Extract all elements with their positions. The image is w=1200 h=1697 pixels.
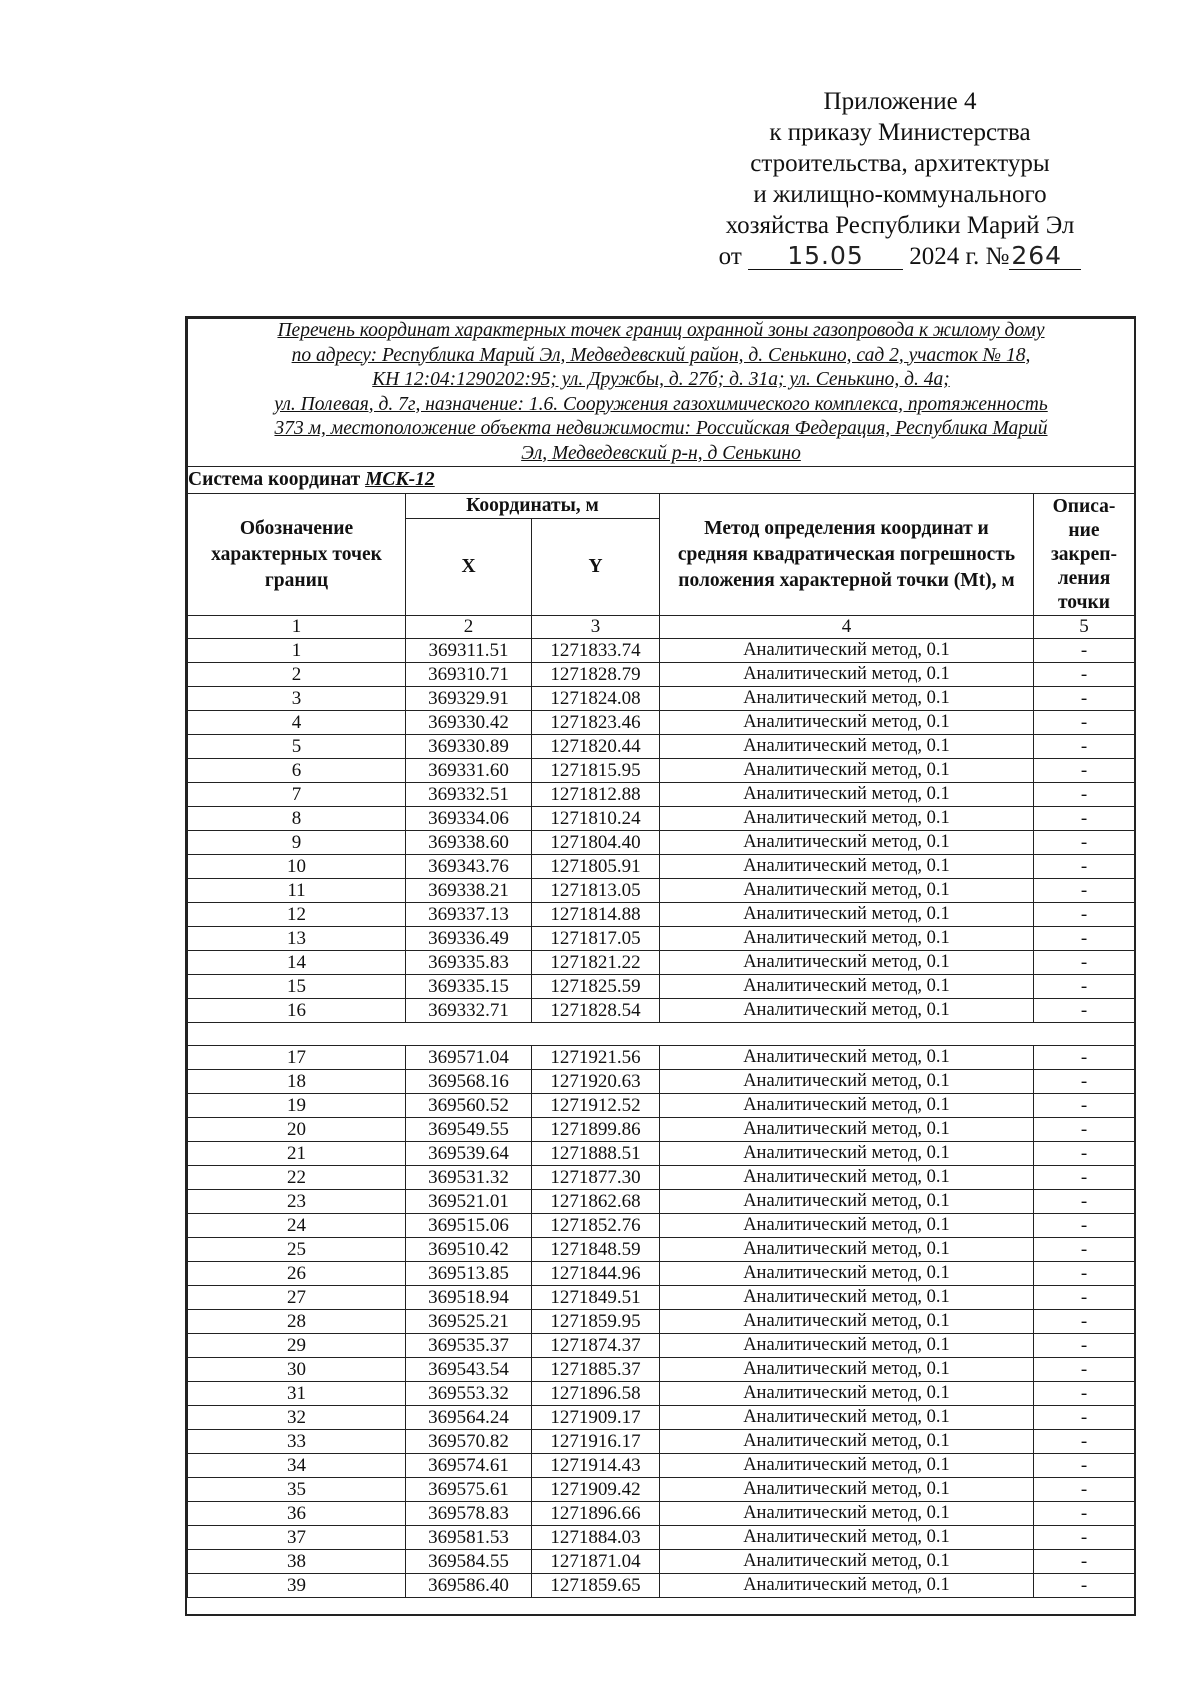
method: Аналитический метод, 0.1: [660, 879, 1034, 903]
separator-row: [188, 1023, 1135, 1046]
method: Аналитический метод, 0.1: [660, 1454, 1034, 1478]
coord-x: 369515.06: [406, 1214, 532, 1238]
point-number: 28: [188, 1310, 406, 1334]
order-year: 2024 г. №: [909, 243, 1010, 270]
table-row: [188, 1550, 1135, 1574]
method: Аналитический метод, 0.1: [660, 1574, 1034, 1598]
table-row: [188, 783, 1135, 807]
point-number: 26: [188, 1262, 406, 1286]
method: Аналитический метод, 0.1: [660, 1358, 1034, 1382]
coord-y: 1271813.05: [532, 879, 660, 903]
fixing-description: -: [1034, 1094, 1135, 1118]
point-number: 22: [188, 1166, 406, 1190]
table-row: [188, 1286, 1135, 1310]
table-row: [188, 807, 1135, 831]
coord-y: 1271874.37: [532, 1334, 660, 1358]
method: Аналитический метод, 0.1: [660, 1382, 1034, 1406]
title-line: Перечень координат характерных точек границ охранной зоны газопровода к жилому дому: [277, 320, 1045, 341]
system-name: МСК-12: [365, 469, 435, 490]
fixing-description: -: [1034, 1406, 1135, 1430]
method: Аналитический метод, 0.1: [660, 951, 1034, 975]
coord-y: 1271821.22: [532, 951, 660, 975]
point-number: 12: [188, 903, 406, 927]
group-separator: [188, 1023, 1135, 1046]
coord-y: 1271909.42: [532, 1478, 660, 1502]
header-x: X: [406, 519, 532, 616]
table-row: [188, 1478, 1135, 1502]
header-y: Y: [532, 519, 660, 616]
table-row: [188, 855, 1135, 879]
coord-y: 1271828.54: [532, 999, 660, 1023]
coord-y: 1271823.46: [532, 711, 660, 735]
table-row: [188, 1502, 1135, 1526]
method: Аналитический метод, 0.1: [660, 1526, 1034, 1550]
coord-x: 369330.89: [406, 735, 532, 759]
table-row: [188, 1046, 1135, 1070]
table-row: [188, 1310, 1135, 1334]
coord-x: 369581.53: [406, 1526, 532, 1550]
table-row: [188, 711, 1135, 735]
table-row: [188, 1094, 1135, 1118]
method: Аналитический метод, 0.1: [660, 975, 1034, 999]
separator-cell: [188, 1023, 1135, 1046]
title-line: ул. Полевая, д. 7г, назначение: 1.6. Сооружения газохимического комплекса, протяженность: [274, 393, 1048, 415]
header-line: к приказу Министерства: [769, 119, 1031, 146]
point-number: 27: [188, 1286, 406, 1310]
fixing-description: -: [1034, 759, 1135, 783]
header-description: [1034, 494, 1135, 616]
point-number: 38: [188, 1550, 406, 1574]
point-number: 31: [188, 1382, 406, 1406]
fixing-description: -: [1034, 1430, 1135, 1454]
table-row: [188, 1190, 1135, 1214]
point-number: 5: [188, 735, 406, 759]
table-row: [188, 663, 1135, 687]
coord-x: 369521.01: [406, 1190, 532, 1214]
method: Аналитический метод, 0.1: [660, 1094, 1034, 1118]
coord-x: 369335.15: [406, 975, 532, 999]
coord-y: 1271848.59: [532, 1238, 660, 1262]
point-number: 3: [188, 687, 406, 711]
coordinate-system: [188, 467, 1135, 494]
method: Аналитический метод, 0.1: [660, 1334, 1034, 1358]
table-row: [188, 1262, 1135, 1286]
fixing-description: -: [1034, 927, 1135, 951]
coord-y: 1271896.66: [532, 1502, 660, 1526]
method: Аналитический метод, 0.1: [660, 759, 1034, 783]
coord-x: 369332.71: [406, 999, 532, 1023]
point-number: 2: [188, 663, 406, 687]
point-number: 35: [188, 1478, 406, 1502]
point-number: 33: [188, 1430, 406, 1454]
title-line: КН 12:04:1290202:95; ул. Дружбы, д. 27б; д. 31а; ул. Сенькино, д. 4а;: [372, 369, 950, 390]
table-row: [188, 1454, 1135, 1478]
coord-x: 369535.37: [406, 1334, 532, 1358]
table-row: [188, 1574, 1135, 1598]
table-row: [188, 1070, 1135, 1094]
order-header: [690, 86, 1110, 272]
fixing-description: -: [1034, 855, 1135, 879]
table-row: [188, 687, 1135, 711]
fixing-description: -: [1034, 1550, 1135, 1574]
point-number: 15: [188, 975, 406, 999]
point-number: 13: [188, 927, 406, 951]
coord-x: 369574.61: [406, 1454, 532, 1478]
order-prefix: от: [718, 243, 742, 270]
coord-y: 1271805.91: [532, 855, 660, 879]
fixing-description: -: [1034, 1478, 1135, 1502]
method: Аналитический метод, 0.1: [660, 687, 1034, 711]
table-row: [188, 1526, 1135, 1550]
fixing-description: -: [1034, 831, 1135, 855]
point-group-1: [188, 639, 1135, 1023]
table-row: [188, 639, 1135, 663]
column-numbers-row: [188, 616, 1135, 639]
coord-y: 1271859.65: [532, 1574, 660, 1598]
point-number: 25: [188, 1238, 406, 1262]
coord-x: 369336.49: [406, 927, 532, 951]
document-title-row: [188, 319, 1135, 467]
fixing-description: -: [1034, 1358, 1135, 1382]
table-row: [188, 1382, 1135, 1406]
point-number: 14: [188, 951, 406, 975]
coord-y: 1271810.24: [532, 807, 660, 831]
method: Аналитический метод, 0.1: [660, 855, 1034, 879]
coord-x: 369337.13: [406, 903, 532, 927]
coord-x: 369543.54: [406, 1358, 532, 1382]
coord-y: 1271804.40: [532, 831, 660, 855]
coord-y: 1271877.30: [532, 1166, 660, 1190]
point-number: 29: [188, 1334, 406, 1358]
coord-x: 369578.83: [406, 1502, 532, 1526]
point-number: 4: [188, 711, 406, 735]
coord-x: 369338.21: [406, 879, 532, 903]
coord-y: 1271914.43: [532, 1454, 660, 1478]
coord-x: 369564.24: [406, 1406, 532, 1430]
fixing-description: -: [1034, 1142, 1135, 1166]
fixing-description: -: [1034, 999, 1135, 1023]
header-designation: Обозначение характерных точек границ: [188, 494, 406, 616]
fixing-description: -: [1034, 1262, 1135, 1286]
coord-y: 1271824.08: [532, 687, 660, 711]
coord-y: 1271921.56: [532, 1046, 660, 1070]
header-row-1: [188, 494, 1135, 519]
point-number: 9: [188, 831, 406, 855]
header-description-line: Описа-: [1052, 495, 1116, 517]
method: Аналитический метод, 0.1: [660, 807, 1034, 831]
point-number: 1: [188, 639, 406, 663]
coord-x: 369331.60: [406, 759, 532, 783]
point-number: 21: [188, 1142, 406, 1166]
method: Аналитический метод, 0.1: [660, 711, 1034, 735]
table-row: [188, 999, 1135, 1023]
column-number: 3: [532, 616, 660, 639]
coord-x: 369329.91: [406, 687, 532, 711]
point-number: 24: [188, 1214, 406, 1238]
coord-x: 369343.76: [406, 855, 532, 879]
fixing-description: -: [1034, 1334, 1135, 1358]
coord-y: 1271888.51: [532, 1142, 660, 1166]
method: Аналитический метод, 0.1: [660, 663, 1034, 687]
method: Аналитический метод, 0.1: [660, 639, 1034, 663]
point-number: 11: [188, 879, 406, 903]
header-line: хозяйства Республики Марий Эл: [725, 212, 1075, 239]
fixing-description: -: [1034, 1190, 1135, 1214]
header-line: Приложение 4: [823, 88, 977, 115]
table-row: [188, 927, 1135, 951]
method: Аналитический метод, 0.1: [660, 1310, 1034, 1334]
table-row: [188, 879, 1135, 903]
fixing-description: -: [1034, 879, 1135, 903]
method: Аналитический метод, 0.1: [660, 927, 1034, 951]
column-number: 2: [406, 616, 532, 639]
coord-x: 369310.71: [406, 663, 532, 687]
coord-y: 1271825.59: [532, 975, 660, 999]
fixing-description: -: [1034, 1310, 1135, 1334]
coord-x: 369311.51: [406, 639, 532, 663]
method: Аналитический метод, 0.1: [660, 1214, 1034, 1238]
coord-y: 1271859.95: [532, 1310, 660, 1334]
point-number: 18: [188, 1070, 406, 1094]
fixing-description: -: [1034, 1046, 1135, 1070]
fixing-description: -: [1034, 711, 1135, 735]
point-number: 34: [188, 1454, 406, 1478]
coord-x: 369560.52: [406, 1094, 532, 1118]
coord-y: 1271833.74: [532, 639, 660, 663]
coord-x: 369539.64: [406, 1142, 532, 1166]
header-line: и жилищно-коммунального: [753, 181, 1047, 208]
coord-x: 369332.51: [406, 783, 532, 807]
table-row: [188, 1214, 1135, 1238]
method: Аналитический метод, 0.1: [660, 1166, 1034, 1190]
method: Аналитический метод, 0.1: [660, 1430, 1034, 1454]
title-line: Эл, Медведевский р-н, д Сенькино: [521, 442, 801, 464]
document-title: [188, 319, 1135, 467]
coord-x: 369553.32: [406, 1382, 532, 1406]
fixing-description: -: [1034, 1070, 1135, 1094]
fixing-description: -: [1034, 1214, 1135, 1238]
coord-y: 1271916.17: [532, 1430, 660, 1454]
method: Аналитический метод, 0.1: [660, 903, 1034, 927]
order-number-handwritten: 264: [1009, 243, 1081, 270]
coord-y: 1271899.86: [532, 1118, 660, 1142]
fixing-description: -: [1034, 783, 1135, 807]
coord-x: 369549.55: [406, 1118, 532, 1142]
coord-x: 369513.85: [406, 1262, 532, 1286]
fixing-description: -: [1034, 1526, 1135, 1550]
coord-x: 369510.42: [406, 1238, 532, 1262]
point-number: 8: [188, 807, 406, 831]
coord-x: 369531.32: [406, 1166, 532, 1190]
fixing-description: -: [1034, 1502, 1135, 1526]
coord-y: 1271820.44: [532, 735, 660, 759]
table-row: [188, 1118, 1135, 1142]
table-row: [188, 1406, 1135, 1430]
header-description-line: ления: [1057, 567, 1111, 589]
point-number: 16: [188, 999, 406, 1023]
coord-y: 1271920.63: [532, 1070, 660, 1094]
point-number: 17: [188, 1046, 406, 1070]
point-number: 19: [188, 1094, 406, 1118]
order-date-handwritten: 15.05: [748, 243, 903, 270]
column-number: 4: [660, 616, 1034, 639]
point-number: 6: [188, 759, 406, 783]
coord-y: 1271815.95: [532, 759, 660, 783]
table-row: [188, 975, 1135, 999]
header-method: Метод определения координат и средняя квадратическая погрешность положения характерной точки (Mt), м: [660, 494, 1034, 616]
method: Аналитический метод, 0.1: [660, 1502, 1034, 1526]
coord-y: 1271817.05: [532, 927, 660, 951]
system-label: Система координат: [188, 469, 361, 490]
coord-y: 1271828.79: [532, 663, 660, 687]
fixing-description: -: [1034, 951, 1135, 975]
point-number: 7: [188, 783, 406, 807]
fixing-description: -: [1034, 1166, 1135, 1190]
method: Аналитический метод, 0.1: [660, 1190, 1034, 1214]
coord-x: 369525.21: [406, 1310, 532, 1334]
coord-y: 1271909.17: [532, 1406, 660, 1430]
coord-x: 369518.94: [406, 1286, 532, 1310]
coord-x: 369330.42: [406, 711, 532, 735]
table-row: [188, 1358, 1135, 1382]
method: Аналитический метод, 0.1: [660, 1406, 1034, 1430]
point-number: 30: [188, 1358, 406, 1382]
method: Аналитический метод, 0.1: [660, 831, 1034, 855]
fixing-description: -: [1034, 687, 1135, 711]
point-number: 36: [188, 1502, 406, 1526]
coord-x: 369334.06: [406, 807, 532, 831]
method: Аналитический метод, 0.1: [660, 1142, 1034, 1166]
header-description-line: закреп-: [1050, 543, 1118, 565]
coord-y: 1271814.88: [532, 903, 660, 927]
coord-y: 1271871.04: [532, 1550, 660, 1574]
coord-x: 369568.16: [406, 1070, 532, 1094]
point-number: 20: [188, 1118, 406, 1142]
method: Аналитический метод, 0.1: [660, 1478, 1034, 1502]
column-number: 1: [188, 616, 406, 639]
coord-x: 369571.04: [406, 1046, 532, 1070]
point-number: 39: [188, 1574, 406, 1598]
fixing-description: -: [1034, 663, 1135, 687]
fixing-description: -: [1034, 735, 1135, 759]
column-number: 5: [1034, 616, 1135, 639]
method: Аналитический метод, 0.1: [660, 1238, 1034, 1262]
coord-x: 369575.61: [406, 1478, 532, 1502]
coord-y: 1271844.96: [532, 1262, 660, 1286]
header-coordinates: Координаты, м: [406, 494, 660, 519]
method: Аналитический метод, 0.1: [660, 1286, 1034, 1310]
method: Аналитический метод, 0.1: [660, 1550, 1034, 1574]
coord-x: 369570.82: [406, 1430, 532, 1454]
coord-x: 369586.40: [406, 1574, 532, 1598]
point-number: 23: [188, 1190, 406, 1214]
fixing-description: -: [1034, 639, 1135, 663]
method: Аналитический метод, 0.1: [660, 1046, 1034, 1070]
title-line: по адресу: Республика Марий Эл, Медведевский район, д. Сенькино, сад 2, участок № 18,: [291, 344, 1031, 366]
point-number: 37: [188, 1526, 406, 1550]
table-row: [188, 951, 1135, 975]
coord-x: 369584.55: [406, 1550, 532, 1574]
coordinates-table: [187, 318, 1135, 1598]
coord-y: 1271852.76: [532, 1214, 660, 1238]
method: Аналитический метод, 0.1: [660, 1118, 1034, 1142]
method: Аналитический метод, 0.1: [660, 1070, 1034, 1094]
fixing-description: -: [1034, 1238, 1135, 1262]
coord-y: 1271885.37: [532, 1358, 660, 1382]
table-row: [188, 1142, 1135, 1166]
fixing-description: -: [1034, 1286, 1135, 1310]
coord-y: 1271812.88: [532, 783, 660, 807]
table-row: [188, 1430, 1135, 1454]
point-number: 10: [188, 855, 406, 879]
table-row: [188, 735, 1135, 759]
point-number: 32: [188, 1406, 406, 1430]
fixing-description: -: [1034, 903, 1135, 927]
title-line: 373 м, местоположение объекта недвижимости: Российская Федерация, Республика Марий: [274, 418, 1048, 439]
table-row: [188, 1238, 1135, 1262]
table-row: [188, 831, 1135, 855]
point-group-2: [188, 1046, 1135, 1598]
header-line: строительства, архитектуры: [750, 150, 1050, 177]
method: Аналитический метод, 0.1: [660, 1262, 1034, 1286]
method: Аналитический метод, 0.1: [660, 999, 1034, 1023]
fixing-description: -: [1034, 1118, 1135, 1142]
coord-y: 1271896.58: [532, 1382, 660, 1406]
table-row: [188, 1334, 1135, 1358]
table-row: [188, 759, 1135, 783]
coord-x: 369338.60: [406, 831, 532, 855]
header-description-line: точки: [1057, 591, 1111, 613]
coordinate-system-row: [188, 467, 1135, 494]
method: Аналитический метод, 0.1: [660, 735, 1034, 759]
coord-x: 369335.83: [406, 951, 532, 975]
order-date-line: [690, 241, 1110, 272]
method: Аналитический метод, 0.1: [660, 783, 1034, 807]
coord-y: 1271849.51: [532, 1286, 660, 1310]
fixing-description: -: [1034, 1454, 1135, 1478]
table-row: [188, 903, 1135, 927]
header-description-line: ние: [1068, 519, 1100, 541]
fixing-description: -: [1034, 1382, 1135, 1406]
table-row: [188, 1166, 1135, 1190]
coord-y: 1271862.68: [532, 1190, 660, 1214]
fixing-description: -: [1034, 1574, 1135, 1598]
fixing-description: -: [1034, 807, 1135, 831]
fixing-description: -: [1034, 975, 1135, 999]
coord-y: 1271912.52: [532, 1094, 660, 1118]
coord-y: 1271884.03: [532, 1526, 660, 1550]
